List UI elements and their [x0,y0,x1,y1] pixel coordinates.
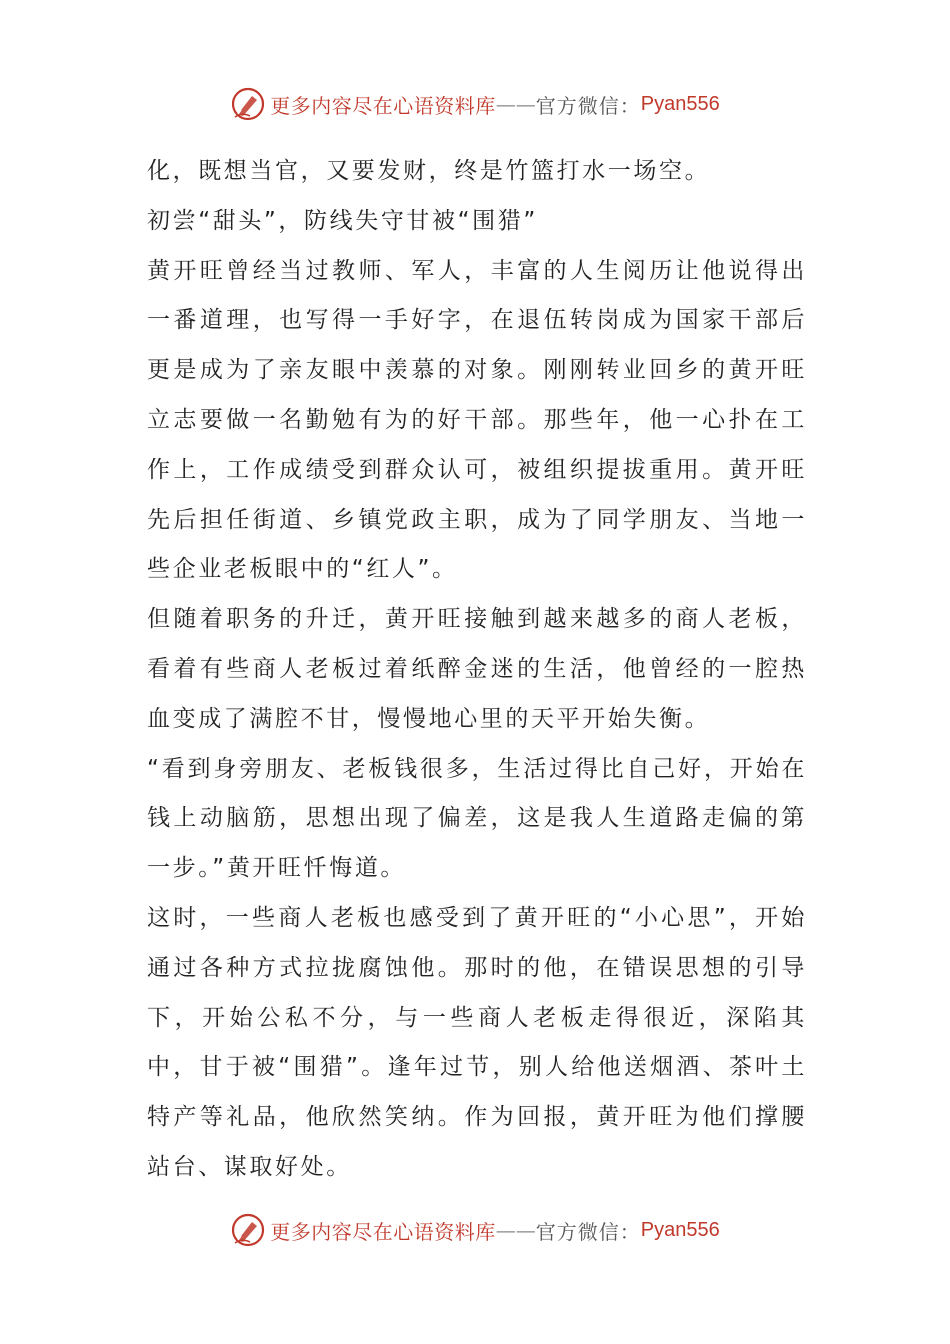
paragraph: 这时，一些商人老板也感受到了黄开旺的“小心思”，开始通过各种方式拉拢腐蚀他。那时的他，在错误思想的引导下，开始公私不分，与一些商人老板走得很近，深陷其中，甘于被“围猎”。逢年过节，别人给他送烟酒、茶叶土特产等礼品，他欣然笑纳。作为回报，黄开旺为他们撑腰站台、谋取好处。 [147,904,807,1180]
paragraph: 黄开旺曾经当过教师、军人，丰富的人生阅历让他说得出一番道理，也写得一手好字，在退伍转岗成为国家干部后更是成为了亲友眼中羡慕的对象。刚刚转业回乡的黄开旺立志要做一名勤勉有为的好干部。那些年，他一心扑在工作上，工作成绩受到群众认可，被组织提拔重用。黄开旺先后担任街道、乡镇党政主职，成为了同学朋友、当地一些企业老板眼中的“红人”。 [147,257,807,583]
banner-separator: —— [495,92,536,116]
document-body [147,147,807,1193]
banner-separator: —— [495,1218,536,1242]
banner-wechat-id: Pyan556 [640,92,720,115]
pen-nib-logo-icon [230,86,266,122]
footer-banner [0,1210,950,1250]
banner-contact-label: 官方微信： [535,1219,641,1244]
banner-site-text: 更多内容尽在心语资料库 [270,93,496,118]
paragraph: “看到身旁朋友、老板钱很多，生活过得比自己好，开始在钱上动脑筋，思想出现了偏差，这是我人生道路走偏的第一步。”黄开旺忏悔道。 [147,755,807,882]
section-heading: 初尝“甜头”，防线失守甘被“围猎” [147,207,538,234]
banner-contact-label: 官方微信： [535,93,641,118]
paragraph: 但随着职务的升迁，黄开旺接触到越来越多的商人老板，看着有些商人老板过着纸醉金迷的生活，他曾经的一腔热血变成了满腔不甘，慢慢地心里的天平开始失衡。 [147,606,807,732]
pen-nib-logo-icon [230,1212,266,1248]
banner-site-text: 更多内容尽在心语资料库 [270,1219,496,1244]
paragraph: 化，既想当官，又要发财，终是竹篮打水一场空。 [147,158,711,184]
header-banner [0,84,950,124]
banner-wechat-id: Pyan556 [640,1218,720,1241]
